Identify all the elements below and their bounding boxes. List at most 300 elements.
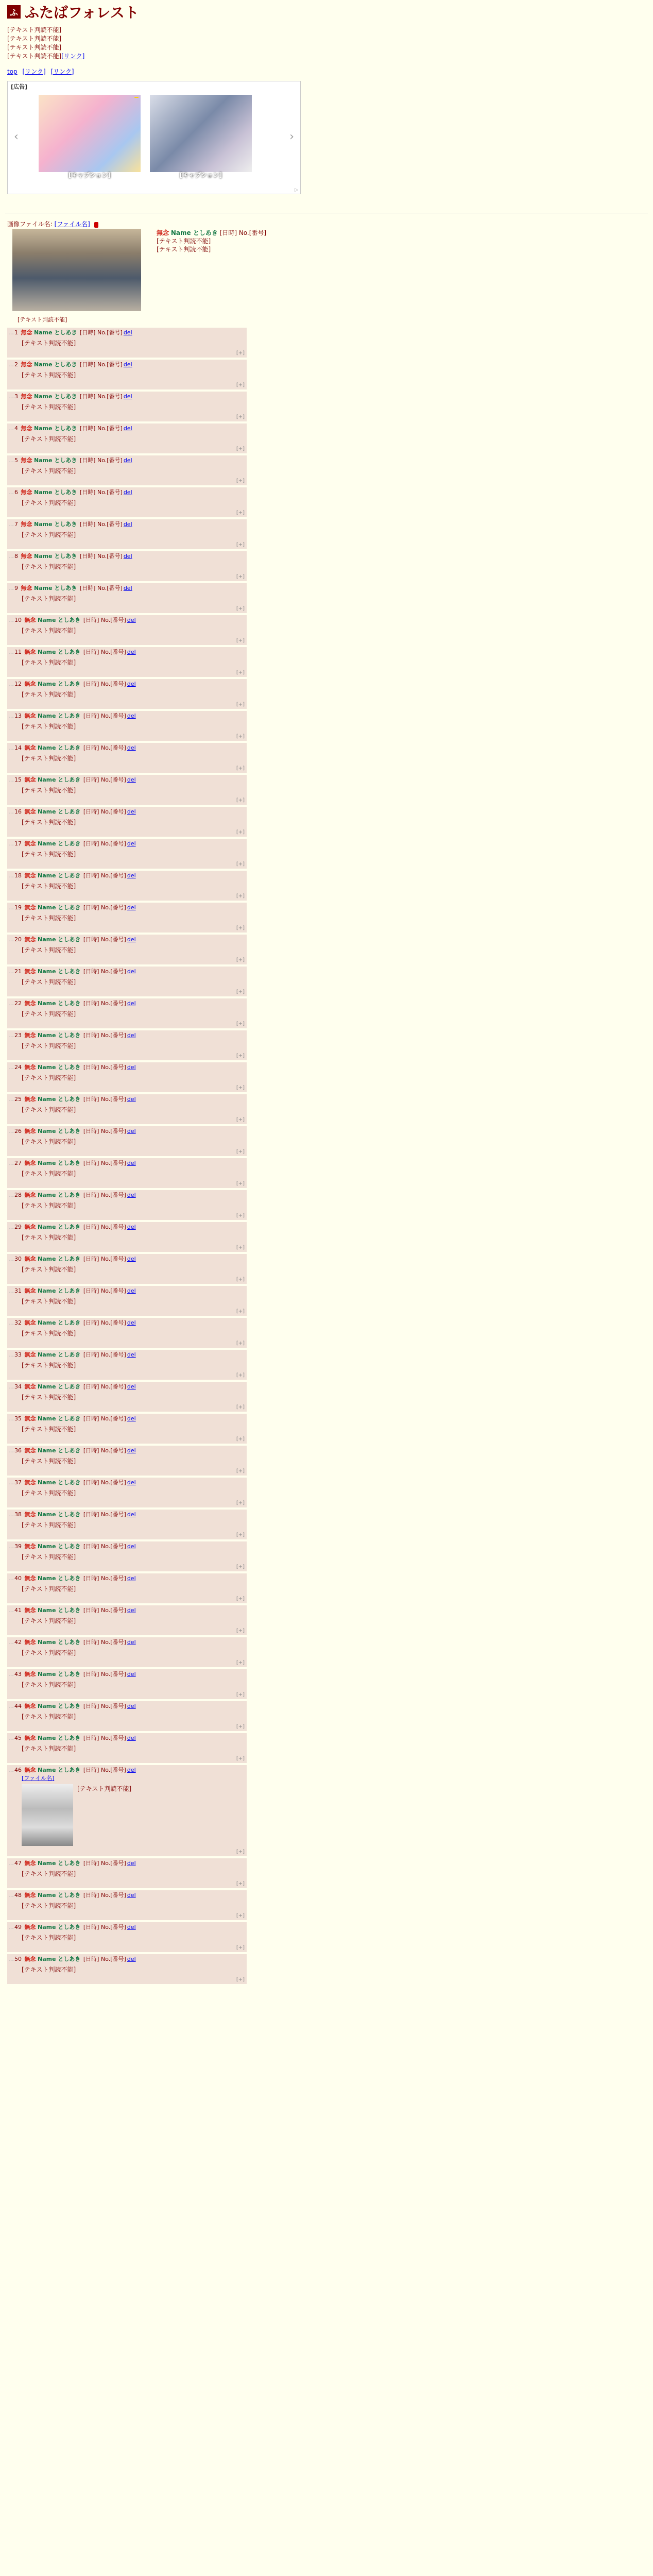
reply-body <box>22 659 247 667</box>
notice <box>7 26 337 61</box>
reply-text-line: [テキスト判読不能] <box>22 1489 76 1497</box>
reply-action-icon[interactable]: [+] <box>236 1945 245 1951</box>
reply-mark-icon: … <box>8 808 14 815</box>
reply-post <box>7 1733 247 1763</box>
reply-body <box>22 1202 247 1210</box>
reply-mark-icon: … <box>8 1224 14 1230</box>
reply-header <box>14 1574 247 1582</box>
site-logo-icon[interactable]: ふ <box>7 5 21 19</box>
reply-post <box>7 1765 247 1856</box>
delete-link[interactable]: del <box>127 1639 136 1646</box>
reply-header <box>14 712 247 720</box>
reply-action-icon[interactable]: [+] <box>236 1404 245 1410</box>
op-subject: 無念 <box>157 229 169 236</box>
title-bar <box>7 0 648 24</box>
reply-text-line: [テキスト判読不能] <box>22 914 76 922</box>
reply-body <box>22 723 247 731</box>
reply-mark-icon: … <box>8 617 14 623</box>
reply-post <box>7 807 247 837</box>
delete-link[interactable]: del <box>127 713 136 719</box>
reply-mark-icon: … <box>8 776 14 783</box>
reply-subject: 無念 <box>24 1575 36 1582</box>
reply-mark-icon: … <box>8 1032 14 1039</box>
reply-action-icon[interactable]: [+] <box>236 1500 245 1506</box>
reply-action-icon[interactable]: [+] <box>236 1564 245 1570</box>
reply-info: [日時] No.[番号] <box>83 1032 126 1039</box>
reply-subject: 無念 <box>24 744 36 751</box>
reply-number: 50 <box>14 1956 22 1962</box>
reply-number: 16 <box>14 808 22 815</box>
delete-link[interactable]: del <box>127 1607 136 1614</box>
reply-post <box>7 1318 247 1348</box>
reply-text-line: [テキスト判読不能] <box>22 403 76 411</box>
reply-post <box>7 1573 247 1603</box>
notice-link[interactable]: [リンク] <box>61 53 85 60</box>
reply-text-line: [テキスト判読不能] <box>22 1394 76 1401</box>
reply-mark-icon: … <box>8 713 14 719</box>
reply-name: Name としあき <box>38 1607 81 1614</box>
notice-line: [テキスト判読不能] <box>7 35 62 42</box>
reply-post <box>7 679 247 709</box>
reply-number: 39 <box>14 1543 22 1550</box>
delete-link[interactable]: del <box>123 393 132 400</box>
reply-file-line <box>22 1774 247 1782</box>
reply-number: 38 <box>14 1511 22 1518</box>
reply-action-icon[interactable]: [+] <box>236 1341 245 1346</box>
reply-text-line: [テキスト判読不能] <box>22 1266 76 1273</box>
reply-number: 17 <box>14 840 22 847</box>
reply-action-icon[interactable]: [+] <box>236 702 245 707</box>
reply-body <box>22 1966 247 1974</box>
delete-link[interactable]: del <box>127 1892 136 1899</box>
reply-filename-link[interactable]: [ファイル名] <box>22 1775 55 1782</box>
delete-link[interactable]: del <box>127 1224 136 1230</box>
reply-text-line: [テキスト判読不能] <box>22 1870 76 1877</box>
reply-subject: 無念 <box>24 1415 36 1422</box>
reply-subject: 無念 <box>24 1064 36 1071</box>
reply-header <box>14 1031 247 1039</box>
reply-name: Name としあき <box>38 1096 81 1103</box>
reply-subject: 無念 <box>24 1639 36 1646</box>
reply-body <box>22 1553 247 1561</box>
reply-info: [日時] No.[番号] <box>83 1543 126 1550</box>
delete-link[interactable]: del <box>127 681 136 687</box>
banner-image[interactable] <box>150 95 252 172</box>
reply-action-icon[interactable]: [+] <box>236 766 245 771</box>
reply-info: [日時] No.[番号] <box>83 1383 126 1390</box>
reply-mark-icon: … <box>8 1703 14 1709</box>
reply-text-line: [テキスト判読不能] <box>22 659 76 666</box>
reply-body <box>22 340 247 347</box>
reply-action-icon[interactable]: [+] <box>236 1977 245 1982</box>
op-image[interactable] <box>12 229 141 311</box>
reply-number: 25 <box>14 1096 22 1103</box>
reply-action-icon[interactable]: [+] <box>236 798 245 803</box>
reply-post <box>7 1858 247 1888</box>
reply-info: [日時] No.[番号] <box>79 361 123 368</box>
reply-action-icon[interactable]: [+] <box>236 478 245 484</box>
delete-link[interactable]: del <box>127 1924 136 1930</box>
reply-mark-icon: … <box>8 361 14 368</box>
reply-text-line: [テキスト判読不能] <box>22 1426 76 1433</box>
reply-subject: 無念 <box>24 681 36 687</box>
reply-body <box>22 1902 247 1910</box>
reply-text-line: [テキスト判読不能] <box>22 978 76 986</box>
reply-text-line: [テキスト判読不能] <box>22 595 76 602</box>
reply-number: 22 <box>14 1000 22 1007</box>
reply-header <box>14 776 247 784</box>
reply-body <box>22 563 247 571</box>
banner-item[interactable] <box>39 95 141 182</box>
delete-link[interactable]: del <box>127 1383 136 1390</box>
reply-post <box>7 1637 247 1667</box>
reply-name: Name としあき <box>38 681 81 687</box>
reply-mark-icon: … <box>8 968 14 975</box>
reply-name: Name としあき <box>38 1956 81 1962</box>
delete-link[interactable]: del <box>127 1767 136 1773</box>
reply-action-icon[interactable]: [+] <box>236 350 245 356</box>
delete-link[interactable]: del <box>127 1956 136 1962</box>
reply-action-icon[interactable]: [+] <box>236 1277 245 1282</box>
delete-link[interactable]: del <box>127 1096 136 1103</box>
reply-subject: 無念 <box>24 936 36 943</box>
reply-info: [日時] No.[番号] <box>83 1000 126 1007</box>
reply-post <box>7 1541 247 1571</box>
reply-name: Name としあき <box>38 1383 81 1390</box>
reply-action-icon[interactable]: [+] <box>236 1372 245 1378</box>
reply-header <box>14 999 247 1007</box>
reply-action-icon[interactable]: [+] <box>236 1913 245 1919</box>
reply-info: [日時] No.[番号] <box>79 425 123 432</box>
delete-link[interactable]: del <box>127 936 136 943</box>
reply-action-icon[interactable]: [+] <box>236 989 245 995</box>
reply-body <box>22 1266 247 1274</box>
reply-header <box>14 1734 247 1742</box>
reply-action-icon[interactable]: [+] <box>236 1053 245 1059</box>
reply-action-icon[interactable]: [+] <box>236 1021 245 1027</box>
reply-header <box>14 1127 247 1135</box>
reply-action-icon[interactable]: [+] <box>236 542 245 548</box>
delete-link[interactable]: del <box>123 457 132 464</box>
board-link[interactable]: [リンク] <box>50 68 74 75</box>
reply-info: [日時] No.[番号] <box>83 840 126 847</box>
delete-link[interactable]: del <box>127 1128 136 1134</box>
reply-body <box>22 435 247 443</box>
reply-action-icon[interactable]: [+] <box>236 414 245 420</box>
delete-link[interactable]: del <box>127 872 136 879</box>
reply-action-icon[interactable]: [+] <box>236 1468 245 1474</box>
reply-post <box>7 615 247 645</box>
op-header <box>157 229 266 237</box>
reply-number: 1 <box>14 329 18 336</box>
reply-mark-icon: … <box>8 1256 14 1262</box>
reply-info: [日時] No.[番号] <box>83 904 126 911</box>
reply-action-icon[interactable]: [+] <box>236 1309 245 1314</box>
reply-number: 10 <box>14 617 22 623</box>
reply-name: Name としあき <box>38 840 81 847</box>
op-name: Name としあき <box>170 229 218 236</box>
reply-mark-icon: … <box>8 489 14 496</box>
reply-post <box>7 455 247 485</box>
reply-subject: 無念 <box>24 1319 36 1326</box>
reply-subject: 無念 <box>24 649 36 655</box>
reply-action-icon[interactable]: [+] <box>236 1245 245 1250</box>
delete-link[interactable]: del <box>127 744 136 751</box>
reply-post <box>7 1701 247 1731</box>
reply-number: 7 <box>14 521 18 528</box>
reply-post <box>7 967 247 996</box>
delete-link[interactable]: del <box>127 808 136 815</box>
reply-header <box>14 840 247 848</box>
banner-next-icon[interactable]: › <box>289 130 294 143</box>
reply-mark-icon: … <box>8 1735 14 1741</box>
reply-image[interactable] <box>22 1784 73 1846</box>
reply-subject: 無念 <box>24 1032 36 1039</box>
reply-mark-icon: … <box>8 393 14 400</box>
delete-link[interactable]: del <box>127 968 136 975</box>
reply-mark-icon: … <box>8 585 14 591</box>
reply-action-icon[interactable]: [+] <box>236 446 245 452</box>
reply-action-icon[interactable]: [+] <box>236 1881 245 1887</box>
reply-number: 8 <box>14 553 18 560</box>
delete-link[interactable]: del <box>127 1511 136 1518</box>
reply-action-icon[interactable]: [+] <box>236 1532 245 1538</box>
delete-link[interactable]: del <box>127 1543 136 1550</box>
reply-info: [日時] No.[番号] <box>83 1703 126 1709</box>
reply-mark-icon: … <box>8 1956 14 1962</box>
reply-number: 21 <box>14 968 22 975</box>
reply-action-icon[interactable]: [+] <box>236 1117 245 1123</box>
delete-link[interactable]: del <box>127 1735 136 1741</box>
reply-header <box>14 872 247 879</box>
reply-mark-icon: … <box>8 1575 14 1582</box>
reply-info: [日時] No.[番号] <box>83 1224 126 1230</box>
reply-subject: 無念 <box>24 1351 36 1358</box>
reply-action-icon[interactable]: [+] <box>236 734 245 739</box>
delete-link[interactable]: del <box>127 1447 136 1454</box>
reply-body <box>22 1010 247 1018</box>
reply-action-icon[interactable]: [+] <box>236 574 245 580</box>
op-tag <box>94 222 98 228</box>
delete-link[interactable]: del <box>127 1287 136 1294</box>
notice-text: [テキスト判読不能] <box>7 53 62 60</box>
reply-subject: 無念 <box>21 521 32 528</box>
delete-link[interactable]: del <box>123 585 132 591</box>
reply-name: Name としあき <box>34 553 77 560</box>
reply-header <box>14 616 247 624</box>
reply-action-icon[interactable]: [+] <box>236 1149 245 1155</box>
reply-action-icon[interactable]: [+] <box>236 1692 245 1698</box>
reply-mark-icon: … <box>8 425 14 432</box>
delete-link[interactable]: del <box>123 361 132 368</box>
reply-number: 48 <box>14 1892 22 1899</box>
op-filename-link[interactable]: [ファイル名] <box>54 221 90 228</box>
reply-body <box>22 1362 247 1369</box>
reply-text-line: [テキスト判読不能] <box>22 627 76 634</box>
reply-header <box>14 1955 247 1963</box>
banner-header <box>8 81 300 92</box>
reply-subject: 無念 <box>24 1860 36 1867</box>
reply-number: 28 <box>14 1192 22 1198</box>
reply-body <box>22 595 247 603</box>
delete-link[interactable]: del <box>127 1575 136 1582</box>
reply-header <box>14 361 247 368</box>
delete-link[interactable]: del <box>123 329 132 336</box>
delete-link[interactable]: del <box>127 1256 136 1262</box>
delete-link[interactable]: del <box>123 425 132 432</box>
reply-action-icon[interactable]: [+] <box>236 638 245 643</box>
reply-body <box>22 1298 247 1306</box>
reply-body <box>22 883 247 890</box>
reply-body <box>22 531 247 539</box>
reply-number: 49 <box>14 1924 22 1930</box>
reply-action-icon[interactable]: [+] <box>236 1756 245 1761</box>
reply-header <box>14 1095 247 1103</box>
reply-name: Name としあき <box>38 1256 81 1262</box>
reply-body <box>22 1234 247 1242</box>
reply-subject: 無念 <box>24 1096 36 1103</box>
reply-name: Name としあき <box>38 1032 81 1039</box>
reply-body <box>22 1042 247 1050</box>
reply-subject: 無念 <box>24 1703 36 1709</box>
delete-link[interactable]: del <box>127 1032 136 1039</box>
reply-action-icon[interactable]: [+] <box>236 1596 245 1602</box>
delete-link[interactable]: del <box>127 1000 136 1007</box>
reply-number: 12 <box>14 681 22 687</box>
reply-action-icon[interactable]: [+] <box>236 606 245 612</box>
reply-text-line: [テキスト判読不能] <box>22 1934 76 1941</box>
banner-prev-icon[interactable]: ‹ <box>14 130 19 143</box>
reply-name: Name としあき <box>38 1892 81 1899</box>
reply-name: Name としあき <box>38 1287 81 1294</box>
reply-action-icon[interactable]: [+] <box>236 670 245 675</box>
reply-text-line: [テキスト判読不能] <box>22 1713 76 1720</box>
delete-link[interactable]: del <box>127 1319 136 1326</box>
reply-mark-icon: … <box>8 1128 14 1134</box>
reply-text-line: [テキスト判読不能] <box>22 1074 76 1081</box>
reply-action-icon[interactable]: [+] <box>236 1628 245 1634</box>
reply-subject: 無念 <box>24 808 36 815</box>
delete-link[interactable]: del <box>127 1160 136 1166</box>
reply-subject: 無念 <box>24 1924 36 1930</box>
reply-name: Name としあき <box>38 1447 81 1454</box>
reply-name: Name としあき <box>34 521 77 528</box>
reply-header <box>14 1383 247 1391</box>
reply-text-line: [テキスト判読不能] <box>22 1902 76 1909</box>
reply-number: 41 <box>14 1607 22 1614</box>
reply-mark-icon: … <box>8 681 14 687</box>
ad-choices-icon[interactable]: ▷ <box>295 188 298 193</box>
delete-link[interactable]: del <box>123 521 132 528</box>
reply-name: Name としあき <box>34 425 77 432</box>
delete-link[interactable]: del <box>127 904 136 911</box>
reply-action-icon[interactable]: [+] <box>236 861 245 867</box>
reply-text-line: [テキスト判読不能] <box>22 787 76 794</box>
banner-image[interactable] <box>39 95 141 172</box>
reply-text-line: [テキスト判読不能] <box>22 1745 76 1752</box>
reply-action-icon[interactable]: [+] <box>236 829 245 835</box>
banner-items <box>39 95 252 182</box>
delete-link[interactable]: del <box>127 1671 136 1677</box>
reply-header <box>14 648 247 656</box>
reply-header <box>14 1255 247 1263</box>
banner-caption[interactable]: [キャプション] <box>179 172 222 179</box>
reply-post <box>7 1510 247 1539</box>
delete-link[interactable]: del <box>123 553 132 560</box>
reply-subject: 無念 <box>24 1192 36 1198</box>
reply-post <box>7 1094 247 1124</box>
reply-action-icon[interactable]: [+] <box>236 1181 245 1187</box>
reply-header <box>14 1891 247 1899</box>
reply-mark-icon: … <box>8 1892 14 1899</box>
banner-item[interactable] <box>150 95 252 182</box>
reply-name: Name としあき <box>38 1575 81 1582</box>
delete-link[interactable]: del <box>127 1064 136 1071</box>
reply-number: 46 <box>14 1767 22 1773</box>
about-link[interactable]: [リンク] <box>22 68 46 75</box>
site-title[interactable]: ふたばフォレスト <box>25 4 139 21</box>
reply-info: [日時] No.[番号] <box>83 1319 126 1326</box>
delete-link[interactable]: del <box>127 1703 136 1709</box>
reply-text-line: [テキスト判読不能] <box>22 723 76 730</box>
reply-text-line: [テキスト判読不能] <box>22 946 76 954</box>
delete-link[interactable]: del <box>127 1192 136 1198</box>
delete-link[interactable]: del <box>123 489 132 496</box>
reply-action-icon[interactable]: [+] <box>236 1724 245 1730</box>
reply-action-icon[interactable]: [+] <box>236 957 245 963</box>
delete-link[interactable]: del <box>127 649 136 655</box>
reply-post <box>7 1062 247 1092</box>
reply-name: Name としあき <box>34 489 77 496</box>
reply-mark-icon: … <box>8 1319 14 1326</box>
delete-link[interactable]: del <box>127 776 136 783</box>
delete-link[interactable]: del <box>127 1415 136 1422</box>
delete-link[interactable]: del <box>127 1479 136 1486</box>
reply-body <box>22 371 247 379</box>
reply-info: [日時] No.[番号] <box>83 808 126 815</box>
reply-mark-icon: … <box>8 936 14 943</box>
reply-action-icon[interactable]: [+] <box>236 1660 245 1666</box>
reply-action-icon[interactable]: [+] <box>236 925 245 931</box>
reply-name: Name としあき <box>34 329 77 336</box>
reply-subject: 無念 <box>21 361 32 368</box>
reply-name: Name としあき <box>38 1735 81 1741</box>
reply-action-icon[interactable]: [+] <box>236 1085 245 1091</box>
reply-action-icon[interactable]: [+] <box>236 510 245 516</box>
reply-action-icon[interactable]: [+] <box>236 1436 245 1442</box>
reply-action-icon[interactable]: [+] <box>236 1849 245 1855</box>
banner-caption[interactable]: [キャプション] <box>68 172 111 179</box>
reply-action-icon[interactable]: [+] <box>236 893 245 899</box>
reply-info: [日時] No.[番号] <box>79 489 123 496</box>
top-link[interactable]: top <box>7 68 18 75</box>
reply-info: [日時] No.[番号] <box>83 1160 126 1166</box>
reply-name: Name としあき <box>34 361 77 368</box>
reply-subject: 無念 <box>21 393 32 400</box>
reply-name: Name としあき <box>38 1511 81 1518</box>
delete-link[interactable]: del <box>127 1860 136 1867</box>
reply-name: Name としあき <box>38 1479 81 1486</box>
delete-link[interactable]: del <box>127 1351 136 1358</box>
delete-link[interactable]: del <box>127 840 136 847</box>
reply-action-icon[interactable]: [+] <box>236 382 245 388</box>
delete-link[interactable]: del <box>127 617 136 623</box>
reply-body <box>22 1870 247 1878</box>
op-text-line: [テキスト判読不能] <box>157 246 211 253</box>
reply-info: [日時] No.[番号] <box>83 1575 126 1582</box>
reply-action-icon[interactable]: [+] <box>236 1213 245 1218</box>
reply-post <box>7 1382 247 1412</box>
